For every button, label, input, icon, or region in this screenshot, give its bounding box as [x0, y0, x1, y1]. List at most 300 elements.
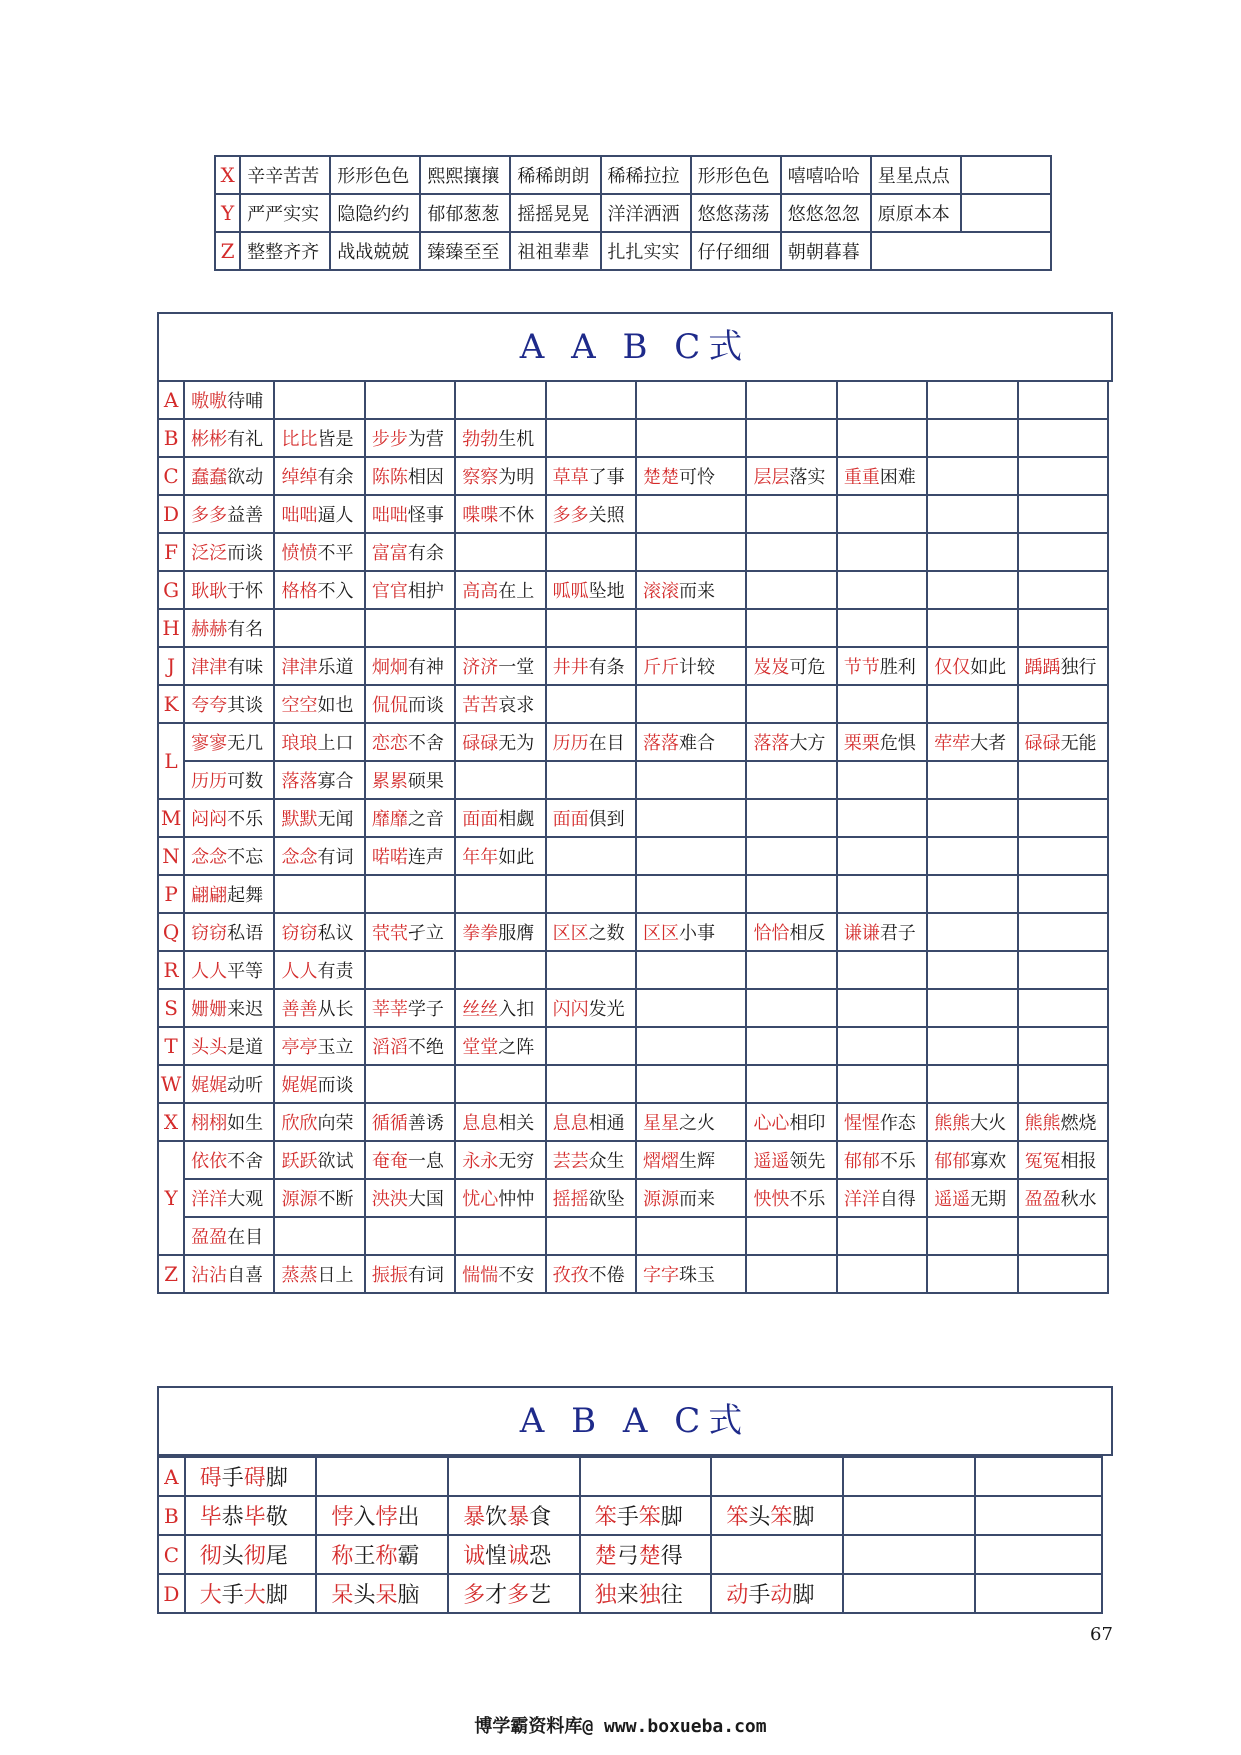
idiom-cell [455, 609, 545, 647]
idiom-cell: 稀稀拉拉 [601, 156, 691, 194]
idiom-rest: 相报 [1060, 1151, 1097, 1172]
idiom-cell [1018, 647, 1108, 685]
idiom-rest: 而来 [678, 581, 715, 602]
idiom-repeat: 循循 [371, 1113, 408, 1134]
idiom-cell [185, 1574, 317, 1613]
idiom-rest: 无期 [970, 1189, 1007, 1210]
idiom-repeat: 惺惺 [843, 1113, 880, 1134]
idiom-rest: 为营 [407, 429, 444, 450]
row-letter: H [158, 609, 184, 647]
idiom-cell [746, 457, 836, 495]
idiom-repeat-char: 呆 [375, 1583, 398, 1608]
idiom-cell: 臻臻至至 [420, 232, 510, 270]
idiom-repeat: 踽踽 [1024, 657, 1061, 678]
idiom-cell [274, 1141, 364, 1179]
idiom-cell [636, 533, 746, 571]
idiom-cell [1018, 419, 1108, 457]
idiom-cell [975, 1535, 1102, 1574]
idiom-cell [746, 1217, 836, 1255]
idiom-cell: 洋洋洒洒 [601, 194, 691, 232]
idiom-cell [843, 1496, 975, 1535]
idiom-rest: 之数 [588, 923, 625, 944]
idiom-cell [837, 1255, 927, 1293]
idiom-rest: 而谈 [407, 695, 444, 716]
row-letter: P [158, 875, 184, 913]
idiom-cell [184, 647, 274, 685]
idiom-cell [184, 989, 274, 1027]
idiom-cell [274, 1217, 364, 1255]
idiom-cell [455, 723, 545, 761]
table-row [158, 837, 1108, 875]
idiom-repeat-char: 暴 [507, 1505, 530, 1530]
table-row [158, 419, 1108, 457]
idiom-repeat: 喋喋 [462, 505, 499, 526]
idiom-repeat: 区区 [552, 923, 589, 944]
idiom-cell [455, 457, 545, 495]
idiom-cell [448, 1496, 580, 1535]
idiom-repeat: 苦苦 [462, 695, 499, 716]
idiom-cell [1018, 875, 1108, 913]
idiom-repeat: 恰恰 [753, 923, 790, 944]
idiom-cell [837, 951, 927, 989]
idiom-cell [546, 419, 636, 457]
idiom-repeat-char: 毕 [243, 1505, 266, 1530]
idiom-repeat: 息息 [462, 1113, 499, 1134]
idiom-repeat: 遥遥 [753, 1151, 790, 1172]
idiom-rest: 难合 [678, 733, 715, 754]
footer-watermark: 博学霸资料库@ www.boxueba.com [474, 1716, 767, 1737]
idiom-repeat: 芸芸 [552, 1151, 589, 1172]
idiom-cell [1018, 1103, 1108, 1141]
idiom-cell [927, 495, 1017, 533]
idiom-cell [365, 609, 455, 647]
idiom-char: 弓 [616, 1544, 639, 1569]
idiom-cell [746, 837, 836, 875]
idiom-repeat: 历历 [191, 771, 228, 792]
idiom-repeat: 仅仅 [934, 657, 971, 678]
idiom-cell [837, 571, 927, 609]
idiom-cell [365, 723, 455, 761]
idiom-repeat: 碌碌 [1024, 733, 1061, 754]
idiom-repeat: 念念 [281, 847, 318, 868]
idiom-cell [546, 1255, 636, 1293]
idiom-cell [927, 951, 1017, 989]
idiom-cell [455, 381, 545, 419]
idiom-rest: 不绝 [407, 1037, 444, 1058]
idiom-cell [837, 419, 927, 457]
idiom-cell [746, 723, 836, 761]
idiom-rest: 服膺 [498, 923, 535, 944]
idiom-cell [316, 1496, 448, 1535]
idiom-cell: 隐隐约约 [330, 194, 420, 232]
idiom-repeat: 人人 [281, 961, 318, 982]
row-letter: C [158, 1535, 185, 1574]
idiom-repeat: 节节 [843, 657, 880, 678]
idiom-repeat-char: 诚 [507, 1544, 530, 1569]
idiom-cell [184, 723, 274, 761]
idiom-cell [274, 1179, 364, 1217]
row-letter: B [158, 419, 184, 457]
table-row [158, 951, 1108, 989]
idiom-rest: 在上 [498, 581, 535, 602]
idiom-rest: 不休 [498, 505, 535, 526]
idiom-rest: 日上 [317, 1265, 354, 1286]
idiom-repeat: 源源 [642, 1189, 679, 1210]
idiom-cell: 祖祖辈辈 [510, 232, 600, 270]
idiom-cell [1018, 837, 1108, 875]
idiom-cell [274, 913, 364, 951]
idiom-char: 手 [221, 1583, 244, 1608]
idiom-rest: 善诱 [407, 1113, 444, 1134]
idiom-cell [184, 685, 274, 723]
idiom-repeat: 泱泱 [371, 1189, 408, 1210]
idiom-cell [837, 495, 927, 533]
idiom-cell [274, 533, 364, 571]
idiom-cell: 悠悠荡荡 [691, 194, 781, 232]
idiom-rest: 不乐 [879, 1151, 916, 1172]
row-letter: T [158, 1027, 184, 1065]
idiom-cell: 仔仔细细 [691, 232, 781, 270]
idiom-repeat: 永永 [462, 1151, 499, 1172]
idiom-cell [448, 1535, 580, 1574]
idiom-repeat: 咄咄 [371, 505, 408, 526]
idiom-cell [975, 1496, 1102, 1535]
idiom-repeat: 亭亭 [281, 1037, 318, 1058]
table-row [158, 685, 1108, 723]
idiom-repeat: 念念 [191, 847, 228, 868]
idiom-cell [580, 1535, 712, 1574]
table-row [158, 609, 1108, 647]
idiom-cell [927, 1179, 1017, 1217]
idiom-cell [927, 1065, 1017, 1103]
idiom-rest: 无能 [1060, 733, 1097, 754]
idiom-repeat-char: 楚 [594, 1544, 617, 1569]
idiom-cell [184, 609, 274, 647]
idiom-rest: 不平 [317, 543, 354, 564]
idiom-cell [455, 799, 545, 837]
idiom-cell [365, 457, 455, 495]
idiom-repeat: 斤斤 [642, 657, 679, 678]
idiom-cell [837, 1103, 927, 1141]
idiom-repeat: 熊熊 [934, 1113, 971, 1134]
idiom-cell: 熙熙攘攘 [420, 156, 510, 194]
table-row [215, 194, 1051, 232]
idiom-cell [455, 1179, 545, 1217]
row-letter: G [158, 571, 184, 609]
idiom-cell [365, 419, 455, 457]
row-letter: X [158, 1103, 184, 1141]
idiom-cell [746, 571, 836, 609]
idiom-rest: 一堂 [498, 657, 535, 678]
idiom-cell [274, 875, 364, 913]
idiom-cell [185, 1496, 317, 1535]
idiom-cell [837, 989, 927, 1027]
idiom-repeat: 津津 [191, 657, 228, 678]
idiom-cell [274, 419, 364, 457]
idiom-cell [448, 1574, 580, 1613]
idiom-cell [636, 609, 746, 647]
idiom-cell [184, 1065, 274, 1103]
idiom-char: 艺 [529, 1583, 552, 1608]
idiom-repeat-char: 楚 [638, 1544, 661, 1569]
idiom-cell [636, 1103, 746, 1141]
table-row [158, 1179, 1108, 1217]
table-row [158, 1141, 1108, 1179]
idiom-cell [746, 647, 836, 685]
idiom-repeat: 欣欣 [281, 1113, 318, 1134]
idiom-cell: 星星点点 [871, 156, 961, 194]
idiom-repeat: 熠熠 [642, 1151, 679, 1172]
idiom-repeat: 滔滔 [371, 1037, 408, 1058]
idiom-rest: 计较 [678, 657, 715, 678]
idiom-repeat-char: 称 [375, 1544, 398, 1569]
idiom-cell [274, 609, 364, 647]
idiom-repeat: 官官 [371, 581, 408, 602]
idiom-repeat-char: 称 [331, 1544, 354, 1569]
idiom-cell [746, 419, 836, 457]
idiom-rest: 大方 [789, 733, 826, 754]
idiom-cell [837, 381, 927, 419]
idiom-repeat: 井井 [552, 657, 589, 678]
idiom-repeat: 碌碌 [462, 733, 499, 754]
idiom-repeat: 默默 [281, 809, 318, 830]
idiom-cell [746, 989, 836, 1027]
idiom-cell [961, 156, 1051, 194]
idiom-rest: 珠玉 [678, 1265, 715, 1286]
idiom-cell [746, 609, 836, 647]
idiom-cell [927, 1027, 1017, 1065]
idiom-repeat: 空空 [281, 695, 318, 716]
idiom-rest: 如此 [970, 657, 1007, 678]
table-row [158, 799, 1108, 837]
idiom-cell [546, 495, 636, 533]
idiom-cell [455, 685, 545, 723]
idiom-rest: 如此 [498, 847, 535, 868]
idiom-cell [711, 1457, 843, 1496]
idiom-cell [185, 1457, 317, 1496]
idiom-cell [184, 837, 274, 875]
idiom-cell [184, 381, 274, 419]
idiom-cell [746, 1255, 836, 1293]
idiom-cell [927, 647, 1017, 685]
idiom-cell [1018, 1065, 1108, 1103]
idiom-cell [927, 609, 1017, 647]
idiom-cell [843, 1574, 975, 1613]
idiom-repeat: 洋洋 [843, 1189, 880, 1210]
idiom-cell [546, 1065, 636, 1103]
idiom-cell [1018, 951, 1108, 989]
idiom-rest: 乐道 [317, 657, 354, 678]
idiom-rest: 自得 [879, 1189, 916, 1210]
idiom-cell [636, 951, 746, 989]
idiom-cell [636, 989, 746, 1027]
idiom-cell [871, 232, 1051, 270]
idiom-rest: 玉立 [317, 1037, 354, 1058]
idiom-cell [455, 989, 545, 1027]
idiom-cell [746, 685, 836, 723]
idiom-rest: 小事 [678, 923, 715, 944]
idiom-cell [365, 799, 455, 837]
idiom-repeat: 字字 [642, 1265, 679, 1286]
idiom-rest: 入扣 [498, 999, 535, 1020]
idiom-cell [927, 1103, 1017, 1141]
idiom-rest: 从长 [317, 999, 354, 1020]
idiom-cell [455, 1065, 545, 1103]
idiom-repeat: 冤冤 [1024, 1151, 1061, 1172]
idiom-cell [746, 1141, 836, 1179]
idiom-repeat: 侃侃 [371, 695, 408, 716]
idiom-repeat: 炯炯 [371, 657, 408, 678]
idiom-rest: 忡忡 [498, 1189, 535, 1210]
idiom-cell [365, 1217, 455, 1255]
idiom-repeat: 步步 [371, 429, 408, 450]
idiom-repeat: 茕茕 [371, 923, 408, 944]
idiom-cell [365, 1027, 455, 1065]
idiom-repeat-char: 大 [199, 1583, 222, 1608]
idiom-rest: 无闻 [317, 809, 354, 830]
idiom-repeat-char: 动 [770, 1583, 793, 1608]
row-letter: Q [158, 913, 184, 951]
idiom-cell [1018, 913, 1108, 951]
idiom-repeat: 多多 [552, 505, 589, 526]
idiom-repeat: 丝丝 [462, 999, 499, 1020]
row-letter: L [158, 723, 184, 799]
idiom-cell [837, 875, 927, 913]
idiom-cell [184, 419, 274, 457]
idiom-cell [837, 1141, 927, 1179]
idiom-repeat: 嗷嗷 [191, 391, 228, 412]
idiom-repeat: 源源 [281, 1189, 318, 1210]
idiom-cell: 辛辛苦苦 [240, 156, 330, 194]
idiom-cell [636, 381, 746, 419]
idiom-repeat: 遥遥 [934, 1189, 971, 1210]
idiom-cell [184, 875, 274, 913]
idiom-rest: 学子 [407, 999, 444, 1020]
idiom-cell [185, 1535, 317, 1574]
idiom-cell [274, 685, 364, 723]
idiom-rest: 来迟 [227, 999, 264, 1020]
idiom-repeat: 窃窃 [281, 923, 318, 944]
idiom-rest: 发光 [588, 999, 625, 1020]
idiom-cell [455, 913, 545, 951]
idiom-repeat: 善善 [281, 999, 318, 1020]
idiom-char: 脚 [265, 1583, 288, 1608]
idiom-rest: 相通 [588, 1113, 625, 1134]
idiom-cell [636, 419, 746, 457]
idiom-repeat: 翩翩 [191, 885, 228, 906]
idiom-cell [546, 989, 636, 1027]
idiom-rest: 可数 [227, 771, 264, 792]
idiom-char: 头 [353, 1583, 376, 1608]
row-letter: Y [215, 194, 240, 232]
idiom-repeat: 津津 [281, 657, 318, 678]
idiom-cell [746, 1027, 836, 1065]
idiom-repeat: 寥寥 [191, 733, 228, 754]
table-row [158, 1535, 1102, 1574]
idiom-cell [365, 951, 455, 989]
idiom-cell [837, 647, 927, 685]
idiom-cell [546, 761, 636, 799]
row-letter: X [215, 156, 240, 194]
idiom-cell [1018, 685, 1108, 723]
idiom-rest: 落实 [789, 467, 826, 488]
idiom-cell [927, 457, 1017, 495]
idiom-cell [1018, 533, 1108, 571]
idiom-rest: 作态 [879, 1113, 916, 1134]
idiom-cell: 战战兢兢 [330, 232, 420, 270]
idiom-cell: 扎扎实实 [601, 232, 691, 270]
idiom-repeat: 娓娓 [281, 1075, 318, 1096]
idiom-cell [184, 571, 274, 609]
idiom-repeat: 人人 [191, 961, 228, 982]
idiom-repeat: 奄奄 [371, 1151, 408, 1172]
idiom-repeat: 闪闪 [552, 999, 589, 1020]
idiom-repeat: 怏怏 [753, 1189, 790, 1210]
idiom-cell [455, 1027, 545, 1065]
idiom-cell: 稀稀朗朗 [510, 156, 600, 194]
table-row [158, 989, 1108, 1027]
idiom-rest: 之阵 [498, 1037, 535, 1058]
table-row [158, 495, 1108, 533]
idiom-cell [365, 837, 455, 875]
row-letter: Z [215, 232, 240, 270]
idiom-char: 恭 [221, 1505, 244, 1530]
idiom-char: 脑 [397, 1583, 420, 1608]
idiom-cell [365, 647, 455, 685]
idiom-cell [365, 1141, 455, 1179]
idiom-char: 脚 [792, 1583, 815, 1608]
idiom-repeat: 心心 [753, 1113, 790, 1134]
idiom-repeat: 惴惴 [462, 1265, 499, 1286]
idiom-cell [1018, 571, 1108, 609]
idiom-rest: 大火 [970, 1113, 1007, 1134]
idiom-rest: 众生 [588, 1151, 625, 1172]
row-letter: F [158, 533, 184, 571]
idiom-cell [746, 533, 836, 571]
idiom-repeat: 落落 [642, 733, 679, 754]
idiom-cell [546, 1141, 636, 1179]
idiom-cell [455, 1217, 545, 1255]
idiom-cell [274, 571, 364, 609]
idiom-cell [274, 837, 364, 875]
idiom-char: 霸 [397, 1544, 420, 1569]
idiom-cell: 原原本本 [871, 194, 961, 232]
idiom-repeat: 比比 [281, 429, 318, 450]
idiom-cell [546, 685, 636, 723]
idiom-char: 才 [485, 1583, 508, 1608]
idiom-rest: 平等 [227, 961, 264, 982]
idiom-repeat: 忧心 [462, 1189, 499, 1210]
idiom-repeat-char: 独 [638, 1583, 661, 1608]
idiom-cell [636, 1217, 746, 1255]
idiom-cell [316, 1457, 448, 1496]
idiom-rest: 相印 [789, 1113, 826, 1134]
idiom-rest: 欲动 [227, 467, 264, 488]
idiom-cell: 形形色色 [330, 156, 420, 194]
idiom-cell [365, 875, 455, 913]
idiom-cell [636, 571, 746, 609]
idiom-cell [316, 1574, 448, 1613]
table-row [158, 875, 1108, 913]
idiom-cell [274, 381, 364, 419]
idiom-cell [746, 913, 836, 951]
table-row [158, 381, 1108, 419]
idiom-cell: 严严实实 [240, 194, 330, 232]
idiom-cell [927, 533, 1017, 571]
idiom-rest: 有词 [407, 1265, 444, 1286]
idiom-cell [837, 609, 927, 647]
idiom-rest: 硕果 [407, 771, 444, 792]
